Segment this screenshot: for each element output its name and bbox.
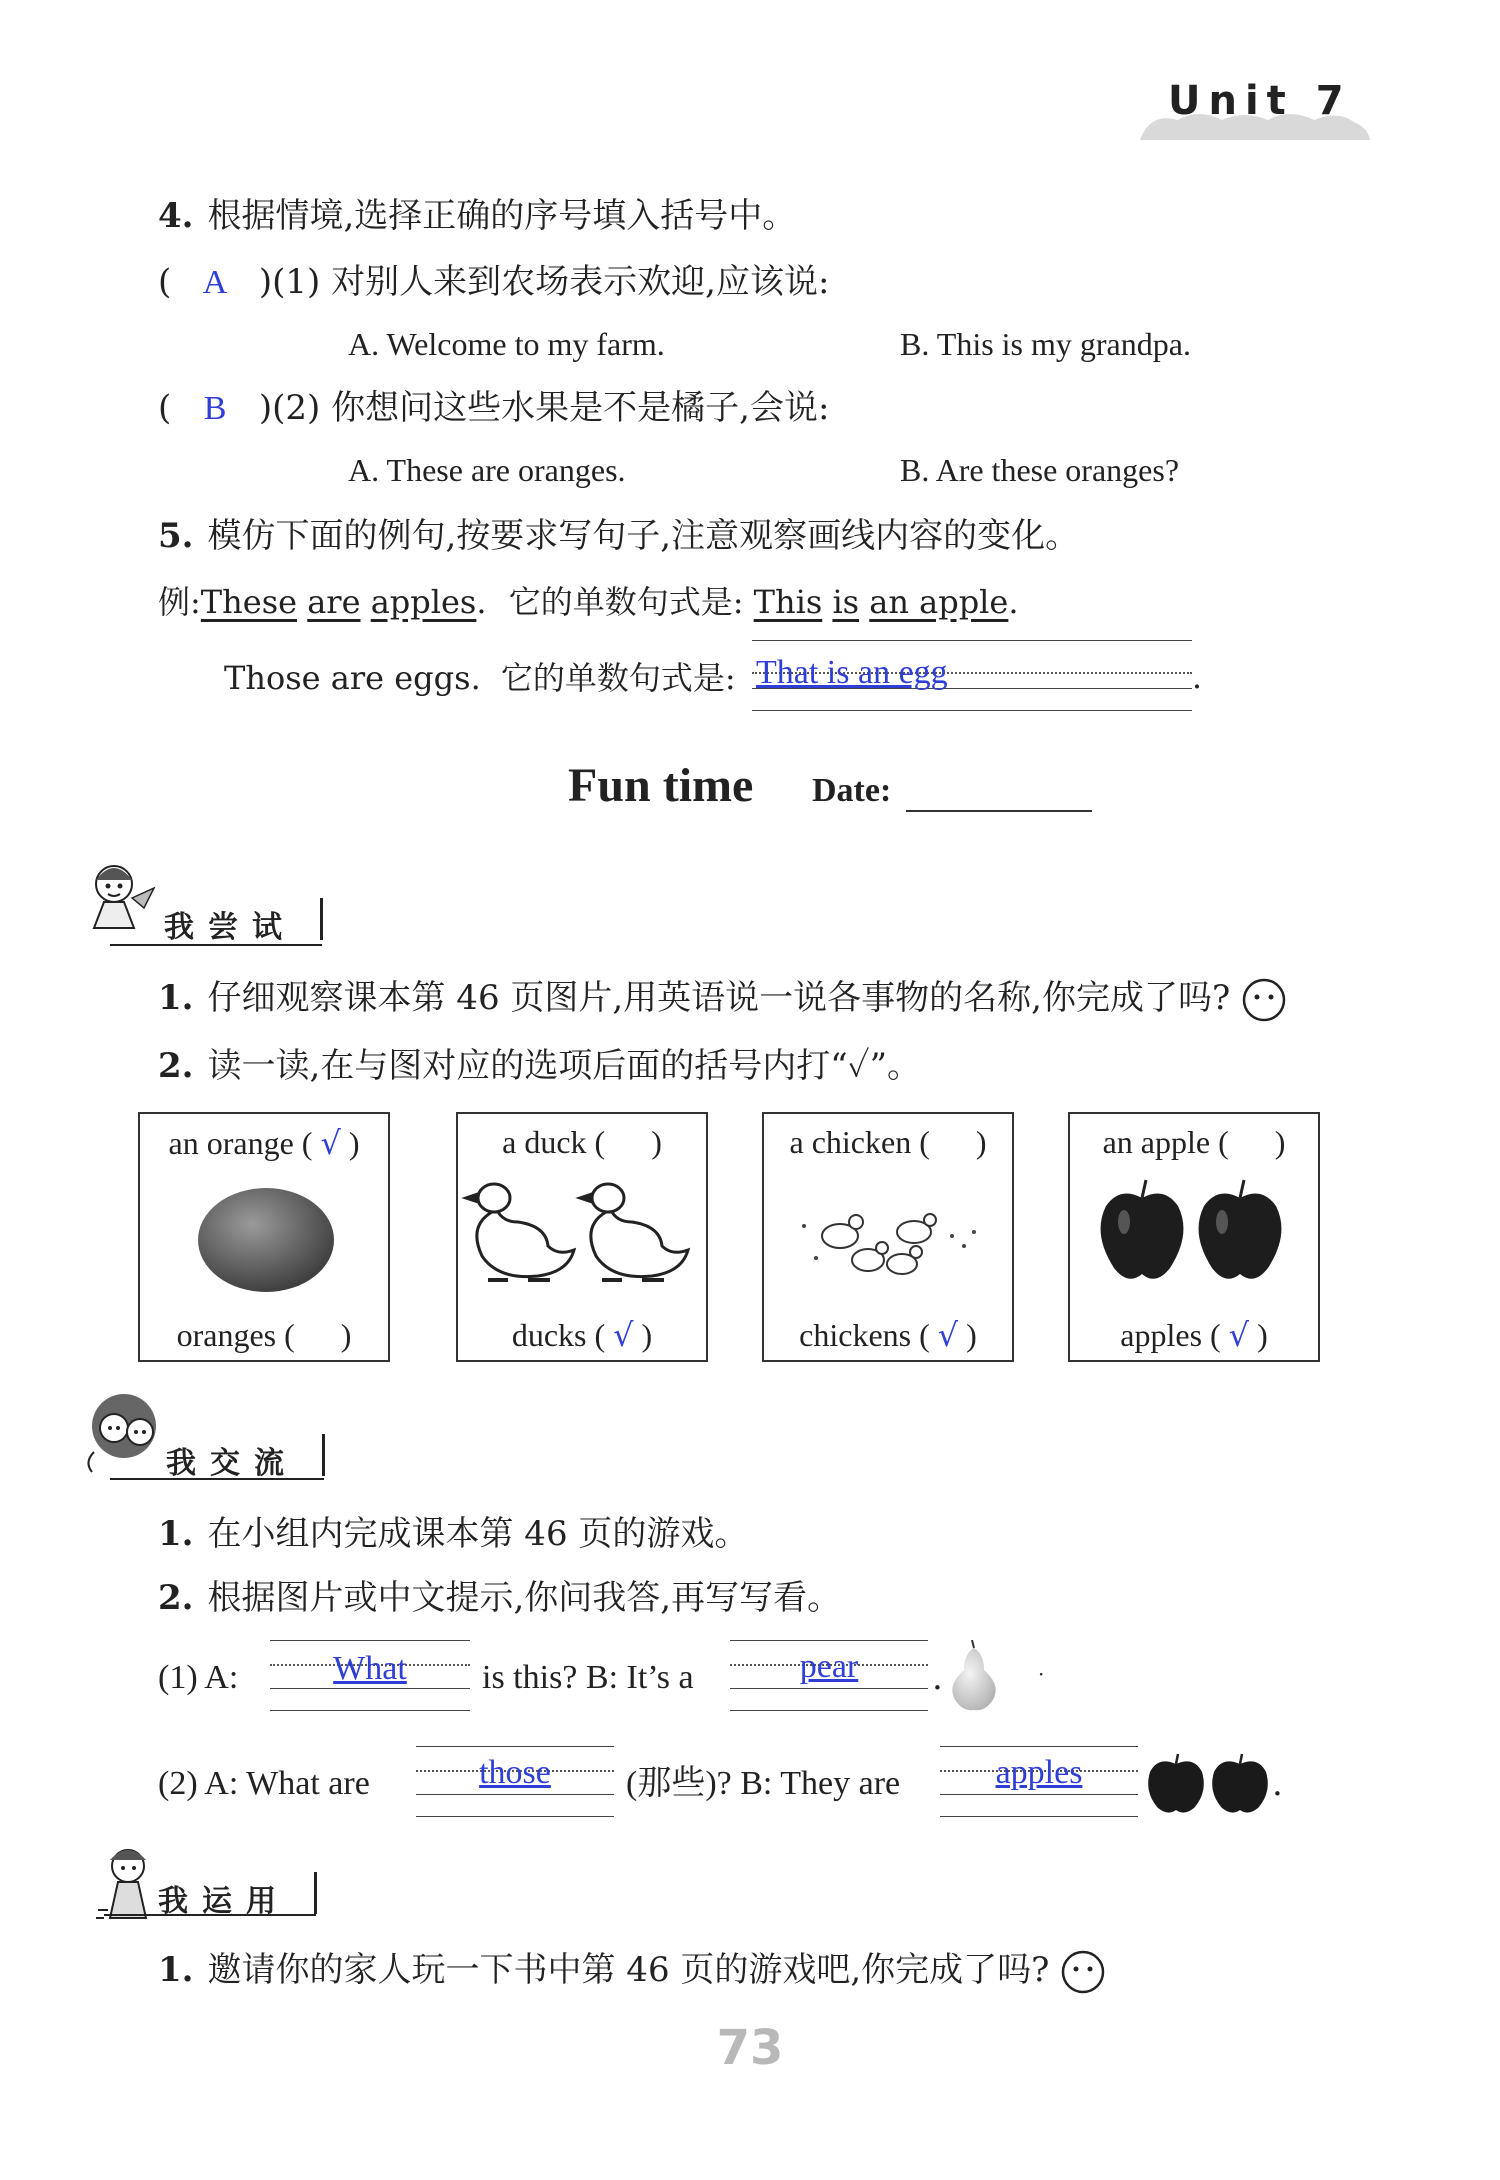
card-chicken <box>762 1112 1014 1362</box>
card-bottom-option[interactable]: chickens ( √ ) <box>799 1316 977 1354</box>
heading-underline <box>104 1914 316 1916</box>
dialogue-1-answer-2: pear <box>799 1648 859 1685</box>
try-heading: 我尝试 <box>164 910 296 945</box>
example-word-1: These <box>200 583 298 621</box>
girl-mascot-icon <box>84 858 174 938</box>
dialogue-2-blank-2[interactable] <box>940 1746 1138 1818</box>
sentence-end: . <box>932 1658 943 1698</box>
paren-open: ( <box>158 388 172 428</box>
dialogue-1-answer-1: What <box>333 1650 407 1687</box>
example-singular-1: This <box>753 583 823 621</box>
q5-task <box>224 656 736 700</box>
check-mark: √ <box>1228 1316 1250 1354</box>
dialogue-2-middle: (那些)? B: They are <box>626 1765 901 1802</box>
orange-icon <box>140 1176 388 1296</box>
q4-1-option-a: A. Welcome to my farm. <box>348 326 665 362</box>
q4-answer-2[interactable]: B <box>203 390 227 427</box>
card-orange <box>138 1112 390 1362</box>
talk-item-2 <box>158 1576 841 1620</box>
q4-index-2: )(2) <box>258 388 321 428</box>
example-mid: 它的单数句式是: <box>508 583 744 621</box>
page-number: 73 <box>716 2020 784 2076</box>
q5-instruction <box>158 514 1079 558</box>
heading-underline <box>110 1478 324 1480</box>
example-singular-2: is <box>832 583 860 621</box>
q4-item-1 <box>158 260 829 305</box>
card-top-option[interactable]: a duck ( ) <box>502 1124 662 1160</box>
example-word-3: apples <box>370 583 477 621</box>
chickens-icon <box>764 1176 1012 1296</box>
try-item-1-num: 1. <box>158 978 194 1018</box>
card-duck <box>456 1112 708 1362</box>
dialogue-1-middle: is this? B: It’s a <box>482 1659 694 1696</box>
apples-icon <box>1070 1176 1318 1296</box>
dialogue-1-label: (1) A: <box>158 1659 239 1696</box>
q4-item-2 <box>158 386 829 431</box>
try-item-1-text: 仔细观察课本第 46 页图片,用英语说一说各事物的名称,你完成了吗? <box>207 978 1231 1018</box>
smiley-checkbox-icon[interactable] <box>1241 977 1287 1023</box>
talk-item-1-num: 1. <box>158 1514 194 1554</box>
ducks-icon <box>458 1176 706 1296</box>
stray-dot: · <box>1038 1662 1045 1686</box>
talk-item-1 <box>158 1512 748 1556</box>
card-bottom-option[interactable]: ducks ( √ ) <box>511 1316 653 1354</box>
card-bottom-option[interactable]: oranges ( ) <box>176 1317 352 1353</box>
sentence-end: . <box>1272 1764 1283 1804</box>
q4-text: 根据情境,选择正确的序号填入括号中。 <box>207 196 797 236</box>
date-label: Date: <box>812 772 892 809</box>
talk-item-1-text: 在小组内完成课本第 46 页的游戏。 <box>207 1514 749 1554</box>
check-mark: √ <box>320 1124 341 1162</box>
talk-item-2-num: 2. <box>158 1578 194 1618</box>
example-label: 例: <box>158 583 201 621</box>
q5-answer-blank[interactable]: That is an egg . <box>752 640 1192 712</box>
heading-underline <box>110 944 322 946</box>
task-prompt: 它的单数句式是: <box>500 659 736 697</box>
q5-answer-text: That is an egg <box>756 654 948 691</box>
try-item-2-text: 读一读,在与图对应的选项后面的括号内打“✓”。 <box>207 1046 921 1086</box>
try-item-2 <box>158 1044 921 1088</box>
heading-divider <box>314 1872 317 1914</box>
q4-prompt-1: 对别人来到农场表示欢迎,应该说: <box>331 262 830 302</box>
pear-icon <box>944 1640 1004 1712</box>
talk-item-2-text: 根据图片或中文提示,你问我答,再写写看。 <box>207 1578 842 1618</box>
q5-text: 模仿下面的例句,按要求写句子,注意观察画线内容的变化。 <box>207 516 1080 556</box>
task-sentence: Those are eggs. <box>224 659 481 697</box>
two-apples-icon <box>1144 1752 1274 1816</box>
use-item-1-num: 1. <box>158 1950 194 1990</box>
card-bottom-option[interactable]: apples ( √ ) <box>1120 1316 1268 1354</box>
date-field[interactable] <box>906 810 1092 812</box>
q4-2-option-b: B. Are these oranges? <box>900 452 1180 488</box>
dialogue-2-answer-2: apples <box>995 1754 1083 1791</box>
dialogue-2-label: (2) A: What are <box>158 1765 370 1802</box>
q4-instruction <box>158 194 796 238</box>
q4-2-option-a: A. These are oranges. <box>348 452 626 488</box>
card-top-option[interactable]: an apple ( ) <box>1102 1124 1286 1160</box>
use-item-1-text: 邀请你的家人玩一下书中第 46 页的游戏吧,你完成了吗? <box>207 1950 1050 1990</box>
example-word-2: are <box>307 583 361 621</box>
heading-divider <box>322 1434 325 1476</box>
try-item-2-num: 2. <box>158 1046 194 1086</box>
q4-prompt-2: 你想问这些水果是不是橘子,会说: <box>331 388 830 428</box>
dialogue-1-blank-1[interactable] <box>270 1640 470 1712</box>
unit-label: Unit 7 <box>1168 78 1352 124</box>
card-apple <box>1068 1112 1320 1362</box>
dialogue-2-answer-1: those <box>479 1754 551 1791</box>
dialogue-1-blank-2[interactable] <box>730 1640 928 1712</box>
q5-number: 5. <box>158 516 194 556</box>
q5-example: 例:These are apples. 它的单数句式是: This is an apple. <box>158 583 1019 621</box>
q4-1-option-b: B. This is my grandpa. <box>900 326 1191 362</box>
q4-number: 4. <box>158 196 194 236</box>
unit-tab <box>1140 78 1370 140</box>
q4-answer-1[interactable]: A <box>202 264 228 301</box>
paren-open: ( <box>158 262 172 302</box>
talk-heading: 我交流 <box>166 1446 298 1481</box>
use-item-1 <box>158 1948 1106 1995</box>
example-singular-3: an apple <box>869 583 1009 621</box>
card-top-option[interactable]: a chicken ( ) <box>789 1124 987 1160</box>
dialogue-2-blank-1[interactable] <box>416 1746 614 1818</box>
use-heading: 我运用 <box>158 1884 290 1919</box>
check-mark: √ <box>937 1316 959 1354</box>
section-title: Fun time <box>568 759 754 812</box>
heading-divider <box>320 898 323 940</box>
card-top-option[interactable]: an orange ( √ ) <box>168 1124 360 1162</box>
check-mark: √ <box>613 1316 634 1354</box>
q4-index-1: )(1) <box>258 262 321 302</box>
try-item-1 <box>158 976 1287 1023</box>
smiley-checkbox-icon[interactable] <box>1060 1949 1106 1995</box>
